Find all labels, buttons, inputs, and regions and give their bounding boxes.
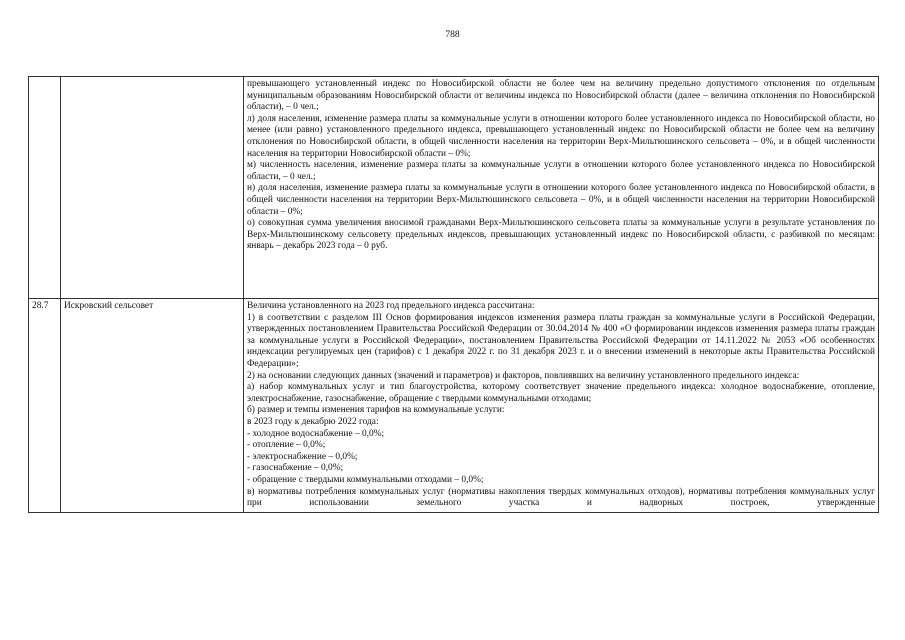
row-number-cell [29, 77, 61, 299]
paragraph: - электроснабжение – 0,0%; [247, 451, 358, 462]
data-table [28, 76, 879, 513]
paragraph: а) набор коммунальных услуг и тип благоустройства, которому соответствует значение предельного индекса: холодное водоснабжение, отопление, электроснабжение, газоснабжение, обращение с твердыми коммунальными отходами; [247, 382, 875, 404]
paragraph: б) размер и темпы изменения тарифов на коммунальные услуги: [247, 405, 505, 416]
paragraph: 2) на основании следующих данных (значений и параметров) и факторов, повлиявших на величину установленного предельного индекса: [247, 370, 800, 381]
paragraph: - обращение с твердыми коммунальными отходами – 0,0%; [247, 474, 484, 485]
municipality-name-cell [61, 77, 244, 299]
table-row [29, 299, 879, 513]
paragraph: - газоснабжение – 0,0%; [247, 463, 344, 474]
description-cell [244, 77, 879, 299]
paragraph: - отопление – 0,0%; [247, 440, 326, 451]
paragraph: м) численность населения, изменение размера платы за коммунальные услуги в отношении которого более установленного индекса по Новосибирской области, – 0 чел.; [247, 160, 875, 182]
paragraph: 1) в соответствии с разделом III Основ формирования индексов изменения размера платы граждан за коммунальные услуги в Российской Федерации, утвержденных постановлением Правительства Российской Федерации от 30.04.2014 № 400 «О формировании индексов изменения размера платы граждан за коммунальные услуги в Российской Федерации», постановлением Правительства Российской Федерации от 14.11.2022 № 2053 «Об особенностях индексации регулируемых цен (тарифов) с 1 декабря 2022 г. по 31 декабря 2023 г. и о внесении изменений в некоторые акты Правительства Российской Федерации»; [247, 312, 875, 369]
page-number: 788 [445, 30, 460, 40]
table-row [29, 77, 879, 299]
paragraph: в) нормативы потребления коммунальных услуг (нормативы накопления твердых коммунальных отходов), нормативы потребления коммунальных услуг при использовании земельного участка и надворных построек, утвержденные [247, 486, 875, 509]
paragraph: л) доля населения, изменение размера платы за коммунальные услуги в отношении которого более установленного индекса по Новосибирской области, но менее (или равно) установленного предельного индекса, превышающего установленный индекс по Новосибирской области не более чем на величину отклонения по Новосибирской области, в общей численности населения на территории Верх-Мильтюшинского сельсовета – 0%, и в общей численности населения на территории Новосибирской области – 0%; [247, 113, 875, 159]
paragraph: - холодное водоснабжение – 0,0%; [247, 428, 385, 439]
paragraph: н) доля населения, изменение размера платы за коммунальные услуги в отношении которого более установленного индекса по Новосибирской области, в общей численности населения на территории Верх-Мильтюшинского сельсовета – 0%, и в общей численности населения на территории Новосибирской области – 0%; [247, 183, 875, 217]
paragraph: о) совокупная сумма увеличения вносимой гражданами Верх-Мильтюшинского сельсовета платы за коммунальные услуги в результате установления по Верх-Мильтюшинскому сельсовету предельных индексов, превышающих установленный индекс по Новосибирской области, с разбивкой по месяцам: январь – декабрь 2023 года – 0 руб. [247, 218, 875, 252]
paragraph: превышающего установленный индекс по Новосибирской области не более чем на величину предельно допустимого отклонения по отдельным муниципальным образованиям Новосибирской области от величины индекса по Новосибирской области (далее – величина отклонения по Новосибирской области), – 0 чел.; [247, 79, 875, 113]
row-number-cell: 28.7 [29, 299, 61, 513]
paragraph: Величина установленного на 2023 год предельного индекса рассчитана: [247, 301, 535, 311]
municipality-name-cell: Искровский сельсовет [61, 299, 244, 513]
description-cell [244, 299, 879, 513]
paragraph: в 2023 году к декабрю 2022 года: [247, 416, 379, 427]
